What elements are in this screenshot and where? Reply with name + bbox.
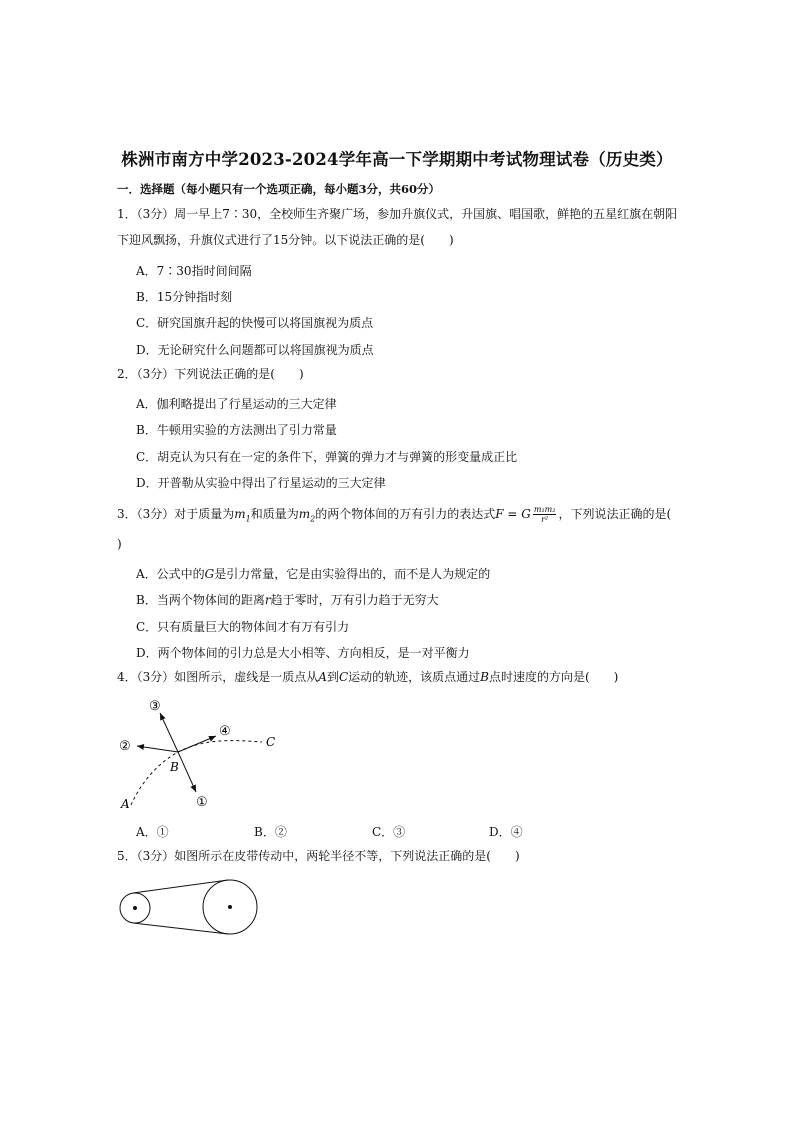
q3-formula-f: F bbox=[495, 507, 504, 521]
q1-option-a[interactable]: A．7∶30指时间间隔 bbox=[136, 264, 252, 278]
q4-label-2: ② bbox=[119, 739, 131, 754]
q4-arrow-1 bbox=[178, 752, 196, 792]
q2-option-c[interactable]: C．胡克认为只有在一定的条件下，弹簧的弹力才与弹簧的形变量成正比 bbox=[136, 450, 518, 464]
q4-point-b: B bbox=[170, 760, 179, 774]
q3-stem-line2: ) bbox=[117, 537, 122, 551]
q4-arrow-2 bbox=[137, 746, 178, 752]
q4-arrow-3 bbox=[160, 713, 178, 752]
q5-belt-drive-figure bbox=[120, 880, 257, 934]
q4-arrow-4 bbox=[178, 736, 216, 752]
q5-small-wheel-center bbox=[133, 906, 137, 910]
q1-option-c[interactable]: C．研究国旗升起的快慢可以将国旗视为质点 bbox=[136, 316, 374, 330]
section-heading: 一．选择题（每小题只有一个选项正确，每小题3分，共60分） bbox=[117, 182, 441, 196]
q3-option-b[interactable]: B．当两个物体间的距离r趋于零时，万有引力趋于无穷大 bbox=[136, 593, 439, 607]
q2-option-b[interactable]: B．牛顿用实验的方法测出了引力常量 bbox=[136, 423, 337, 437]
q4-option-a[interactable]: A．① bbox=[136, 825, 169, 839]
q3-text-4: ，下列说法正确的是( bbox=[558, 507, 672, 521]
q4-label-3: ③ bbox=[149, 699, 161, 714]
q3-text-3: 的两个物体间的万有引力的表达式 bbox=[315, 507, 496, 521]
q3-m2: $m_2$ bbox=[298, 507, 316, 524]
q3-text-1: 3．（3分）对于质量为 bbox=[117, 507, 235, 521]
q5-belt-top bbox=[133, 880, 228, 893]
q2-option-d[interactable]: D．开普勒从实验中得出了行星运动的三大定律 bbox=[136, 476, 386, 490]
q5-large-wheel-center bbox=[228, 905, 232, 909]
q3-text-2: 和质量为 bbox=[250, 507, 299, 521]
q4-label-1: ① bbox=[196, 795, 208, 810]
q4-option-b[interactable]: B．② bbox=[254, 825, 287, 839]
q2-stem: 2．（3分）下列说法正确的是( ) bbox=[117, 367, 304, 381]
q3-fraction-numerator: m₁m₂ bbox=[533, 505, 556, 514]
q3-fraction-denominator: r² bbox=[541, 515, 549, 524]
q5-stem: 5．（3分）如图所示在皮带传动中，两轮半径不等，下列说法正确的是( ) bbox=[117, 849, 520, 863]
q3-m1: $m_1$ bbox=[234, 507, 251, 524]
q1-stem-line2: 下迎风飘扬，升旗仪式进行了15分钟。以下说法正确的是( ) bbox=[117, 233, 454, 247]
q3-formula-eq: = bbox=[503, 507, 522, 521]
q3-formula-g: G bbox=[521, 507, 531, 521]
exam-title: 株洲市南方中学2023-2024学年高一下学期期中考试物理试卷（历史类） bbox=[121, 150, 673, 169]
q4-option-c[interactable]: C．③ bbox=[372, 825, 406, 839]
q4-option-d[interactable]: D．④ bbox=[489, 825, 523, 839]
q4-point-c: C bbox=[266, 735, 276, 749]
q3-option-c[interactable]: C．只有质量巨大的物体间才有万有引力 bbox=[136, 620, 350, 634]
q1-stem-line1: 1．（3分）周一早上7∶30，全校师生齐聚广场，参加升旗仪式，升国旗、唱国歌，鲜艳的五星红旗在朝阳 bbox=[117, 207, 678, 221]
q1-option-b[interactable]: B．15分钟指时刻 bbox=[136, 290, 233, 304]
q4-point-a: A bbox=[121, 797, 130, 811]
q2-option-a[interactable]: A．伽利略提出了行星运动的三大定律 bbox=[136, 397, 337, 411]
q1-option-d[interactable]: D．无论研究什么问题都可以将国旗视为质点 bbox=[136, 343, 374, 357]
q4-label-4: ④ bbox=[219, 724, 231, 739]
q4-stem: 4．（3分）如图所示，虚线是一质点从A到C运动的轨迹，该质点通过B点时速度的方向是( ) bbox=[117, 670, 619, 684]
q3-option-d[interactable]: D．两个物体间的引力总是大小相等、方向相反，是一对平衡力 bbox=[136, 646, 470, 660]
q3-option-a[interactable]: A．公式中的G是引力常量，它是由实验得出的，而不是人为规定的 bbox=[136, 567, 491, 581]
